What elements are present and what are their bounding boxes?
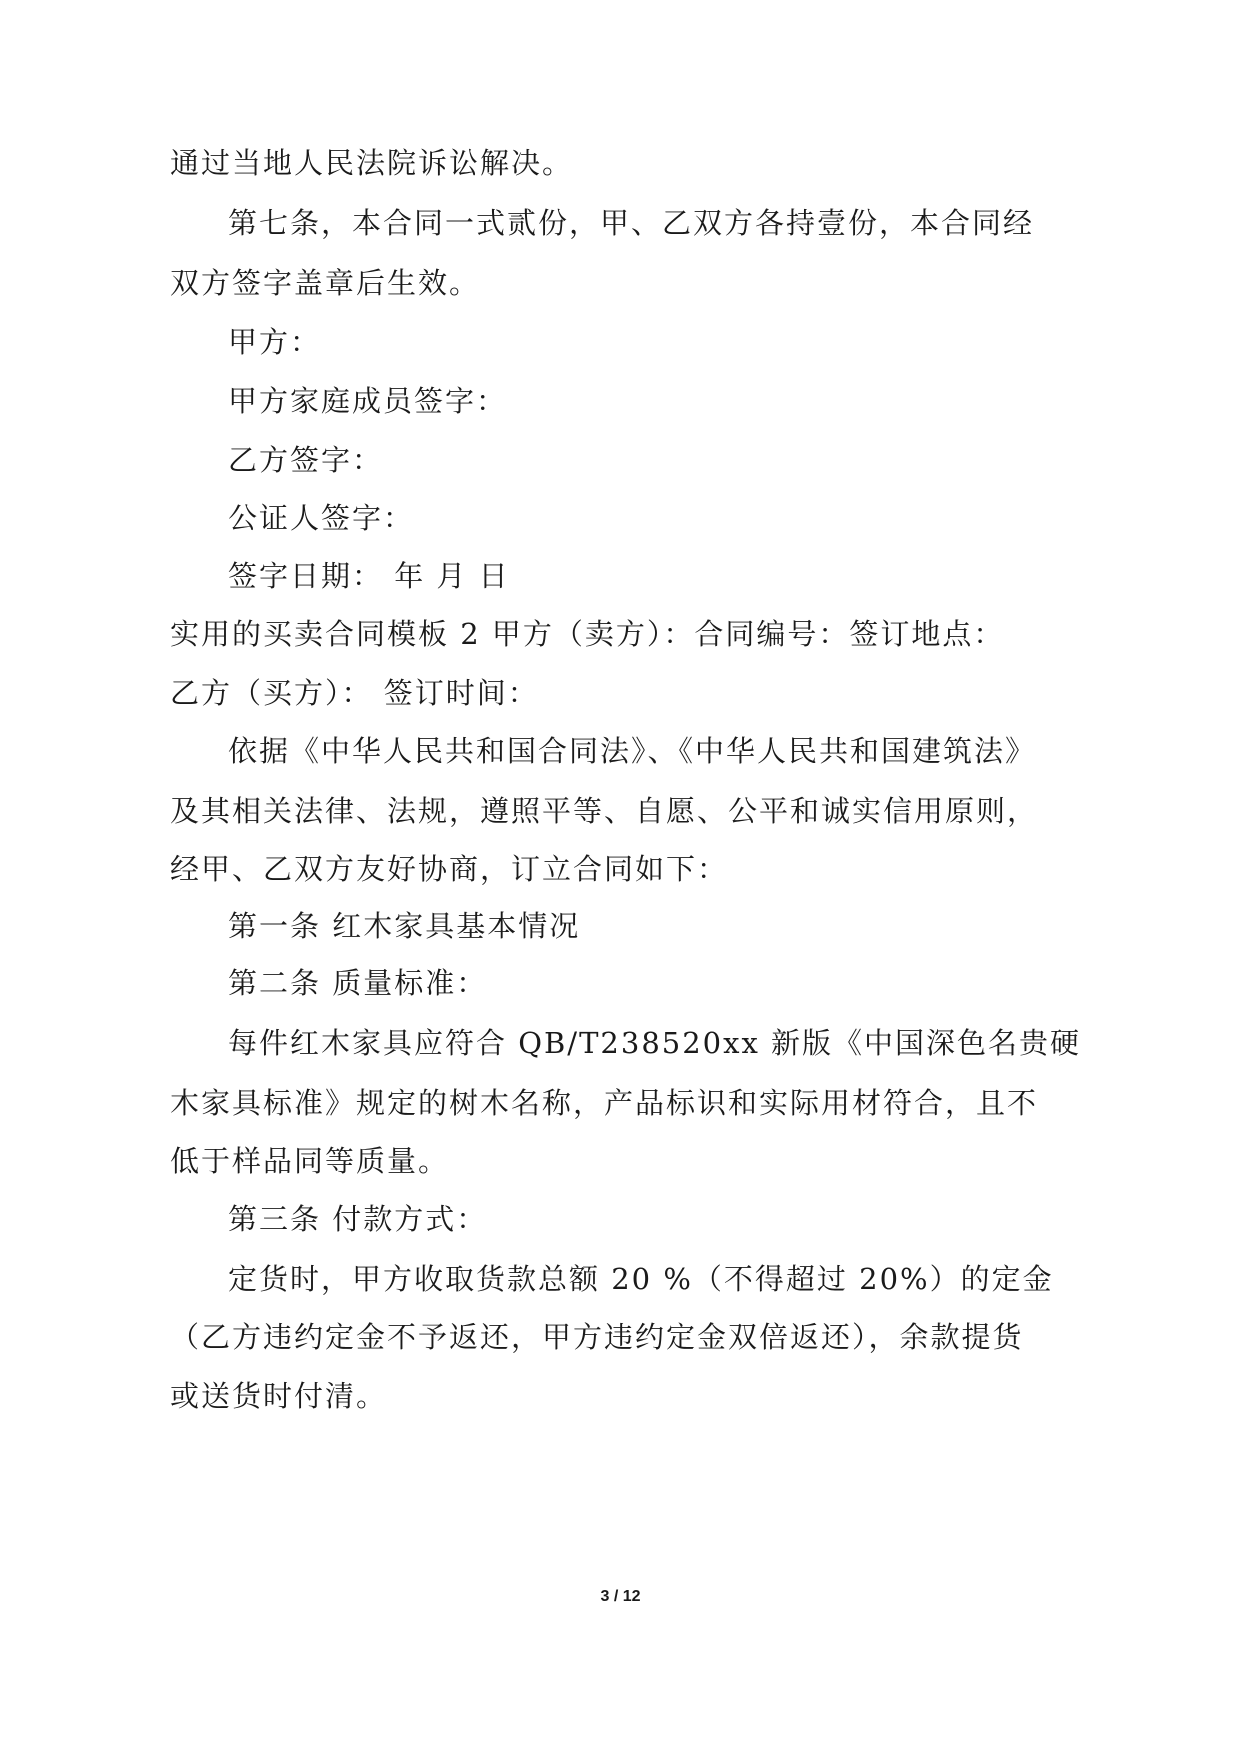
page-number: 3 / 12 [600,1588,641,1605]
text-line: 甲方家庭成员签字： [228,384,508,418]
text-line: 签字日期： 年 月 日 [228,559,510,593]
text-line: 依据《中华人民共和国合同法》、《中华人民共和国建筑法》 [228,734,1037,768]
text-line: 定货时，甲方收取货款总额 20 %（不得超过 20%）的定金 [228,1262,1054,1296]
text-line: 第三条 付款方式： [228,1202,488,1236]
text-line: 双方签字盖章后生效。 [170,266,481,300]
text-line: 乙方（买方）： 签订时间： [170,676,539,710]
text-line: 木家具标准》规定的树木名称，产品标识和实际用材符合，且不 [170,1086,1039,1120]
text-line: 第七条，本合同一式贰份，甲、乙双方各持壹份，本合同经 [228,206,1035,240]
text-line: 及其相关法律、法规，遵照平等、自愿、公平和诚实信用原则， [170,794,1039,828]
text-line: 低于样品同等质量。 [170,1144,450,1178]
text-line: 乙方签字： [228,443,384,477]
text-line: 经甲、乙双方友好协商，订立合同如下： [170,852,729,886]
text-line: 公证人签字： [228,501,415,535]
text-line: 通过当地人民法院诉讼解决。 [170,146,574,180]
text-line: 或送货时付清。 [170,1379,388,1413]
text-line: 每件红木家具应符合 QB/T238520xx 新版《中国深色名贵硬 [228,1026,1082,1060]
text-line: 甲方： [228,325,322,359]
text-line: （乙方违约定金不予返还，甲方违约定金双倍返还），余款提货 [170,1320,1024,1354]
text-line: 实用的买卖合同模板 2 甲方（卖方）：合同编号：签订地点： [170,617,1005,651]
text-line: 第一条 红木家具基本情况 [228,909,581,943]
text-line: 第二条 质量标准： [228,966,488,1000]
